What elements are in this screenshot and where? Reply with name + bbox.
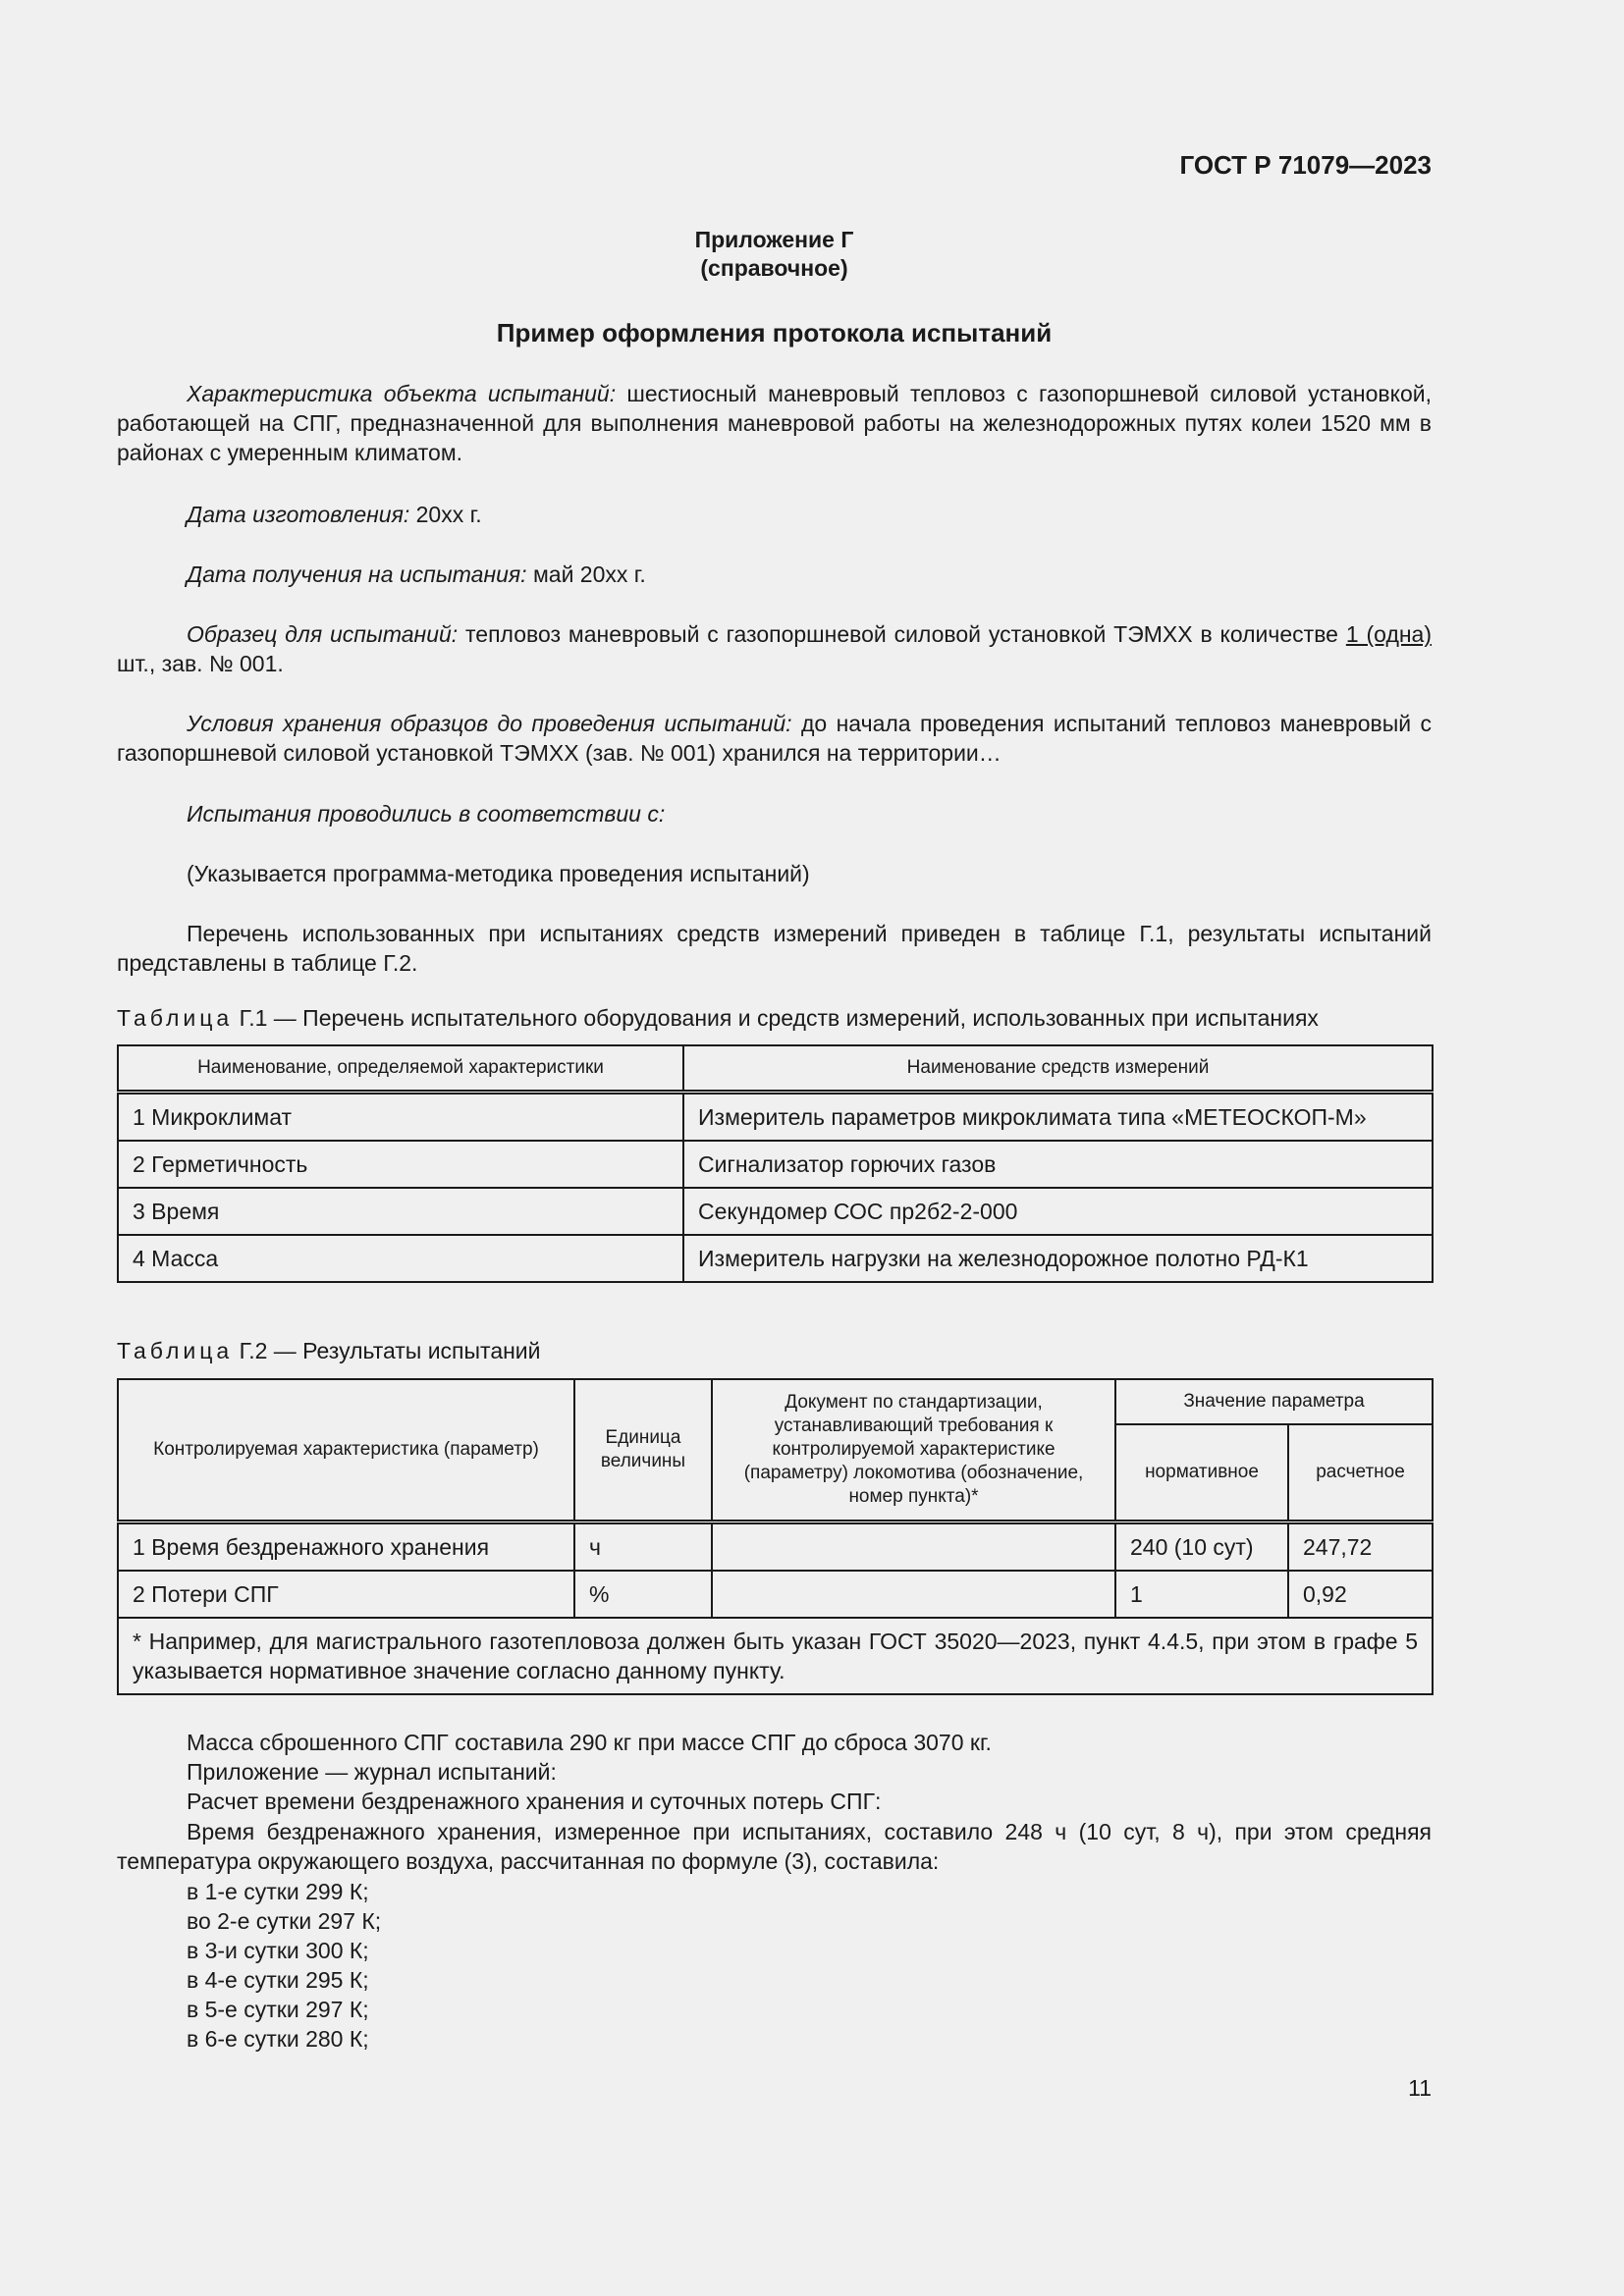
paragraph-storage-conditions [117,709,1432,768]
results-table [117,1378,1434,1695]
paragraph-object-characteristics [117,379,1432,467]
narrative-line: Расчет времени бездренажного хранения и суточных потерь СПГ: [187,1789,882,1814]
table2-caption [117,1336,1432,1365]
table1-cell: 2 Герметичность [118,1141,683,1188]
table-row [118,1141,1433,1188]
table-row [118,1188,1433,1235]
appendix-title: Приложение Г [694,227,854,252]
table1-cell: Измеритель параметров микроклимата типа «МЕТЕОСКОП-М» [683,1093,1433,1142]
results-narrative [117,1728,1432,1816]
list-item: в 5-е сутки 297 К; [187,1997,369,2022]
paragraph-label: Испытания проводились в соответствии с: [187,801,666,827]
paragraph-test-conformance [117,799,1432,828]
table2-cell: 240 (10 сут) [1115,1522,1288,1572]
table2-caption-word: Таблица [117,1338,234,1363]
paragraph-label: Дата получения на испытания: [187,561,527,587]
paragraph-manufacture-date [117,500,1432,529]
table1-cell: 1 Микроклимат [118,1093,683,1142]
table2-header-unit: Единица величины [574,1379,712,1522]
list-item: в 6-е сутки 280 К; [187,2026,369,2052]
table-row [118,1093,1433,1142]
narrative-line: Приложение — журнал испытаний: [187,1759,557,1785]
table2-cell: 2 Потери СПГ [118,1571,574,1618]
equipment-table [117,1044,1434,1283]
paragraph-label: Условия хранения образцов до проведения испытаний: [187,711,792,736]
table1-cell: 3 Время [118,1188,683,1235]
paragraph-text: тепловоз маневровый с газопоршневой силовой установкой ТЭМХХ в количестве [458,621,1346,647]
table2-cell: 1 Время бездренажного хранения [118,1522,574,1572]
paragraph-label: Дата изготовления: [187,502,410,527]
table2-cell: 247,72 [1288,1522,1433,1572]
table2-cell: % [574,1571,712,1618]
table2-caption-text: Г.2 — Результаты испытаний [233,1338,541,1363]
narrative-storage-time: Время бездренажного хранения, измеренное при испытаниях, составило 248 ч (10 сут, 8 ч), при этом средняя температура окружающего воздуха, рассчитанная по формуле (3), составила: [117,1819,1432,1874]
table1-cell: Измеритель нагрузки на железнодорожное полотно РД-К1 [683,1235,1433,1282]
table1-header-instrument: Наименование средств измерений [683,1045,1433,1093]
table-row [118,1235,1433,1282]
paragraph-tables-reference: Перечень использованных при испытаниях средств измерений приведен в таблице Г.1, результаты испытаний представлены в таблице Г.2. [117,921,1432,976]
list-item: в 4-е сутки 295 К; [187,1967,369,1993]
paragraph-test-sample [117,619,1432,678]
paragraph-text: 20хх г. [409,502,482,527]
table1-header-characteristic: Наименование, определяемой характеристики [118,1045,683,1093]
appendix-subtitle: (справочное) [700,255,848,281]
appendix-heading [117,226,1432,283]
section-title: Пример оформления протокола испытаний [496,318,1053,347]
paragraph-label: Образец для испытаний: [187,621,459,647]
table2-header-document: Документ по стандартизации, устанавливающий требования к контролируемой характеристике (параметру) локомотива (обозначение, номер пункта)* [712,1379,1115,1522]
paragraph-underlined-quantity: 1 (одна) [1345,621,1433,647]
table1-caption [117,1003,1432,1033]
paragraph-program-note: (Указывается программа-методика проведения испытаний) [187,861,810,886]
table2-cell: ч [574,1522,712,1572]
table2-header-parameter: Контролируемая характеристика (параметр) [118,1379,574,1522]
table-row [118,1571,1433,1618]
table1-cell: Сигнализатор горючих газов [683,1141,1433,1188]
table2-footnote: * Например, для магистрального газотепловоза должен быть указан ГОСТ 35020—2023, пункт 4.4.5, при этом в графе 5 указывается нормативное значение согласно данному пункту. [118,1618,1433,1694]
daily-temperature-list [117,1877,1432,2054]
paragraph-label: Характеристика объекта испытаний: [187,381,617,406]
table2-header-calculated: расчетное [1288,1424,1433,1522]
paragraph-receipt-date [117,560,1432,589]
table2-header-value-group: Значение параметра [1115,1379,1433,1424]
table2-cell [712,1522,1115,1572]
list-item: во 2-е сутки 297 К; [187,1908,382,1934]
table2-cell: 0,92 [1288,1571,1433,1618]
table1-caption-text: Г.1 — Перечень испытательного оборудования и средств измерений, использованных при испытаниях [233,1005,1319,1031]
narrative-line: Масса сброшенного СПГ составила 290 кг при массе СПГ до сброса 3070 кг. [187,1730,992,1755]
table-row [118,1522,1433,1572]
paragraph-text: май 20хх г. [526,561,646,587]
list-item: в 3-и сутки 300 К; [187,1938,369,1963]
page-number: 11 [1408,2075,1432,2101]
table2-header-normative: нормативное [1115,1424,1288,1522]
table1-cell: Секундомер СОС пр2б2-2-000 [683,1188,1433,1235]
paragraph-text: до начала проведения испытаний тепловоз маневровый с газопоршневой силовой установкой ТЭМХХ (зав. № 001) хранился на территории… [117,711,1432,766]
table1-cell: 4 Масса [118,1235,683,1282]
paragraph-text: шестиосный маневровый тепловоз с газопоршневой силовой установкой, работающей на СПГ, предназначенной для выполнения маневровой работы на железнодорожных путях колеи 1520 мм в районах с умеренным климатом. [117,381,1432,465]
table2-cell [712,1571,1115,1618]
paragraph-text-tail: шт., зав. № 001. [117,651,284,676]
list-item: в 1-е сутки 299 К; [187,1879,369,1904]
table2-cell: 1 [1115,1571,1288,1618]
table1-caption-word: Таблица [117,1005,234,1031]
document-code: ГОСТ Р 71079—2023 [1179,150,1432,180]
